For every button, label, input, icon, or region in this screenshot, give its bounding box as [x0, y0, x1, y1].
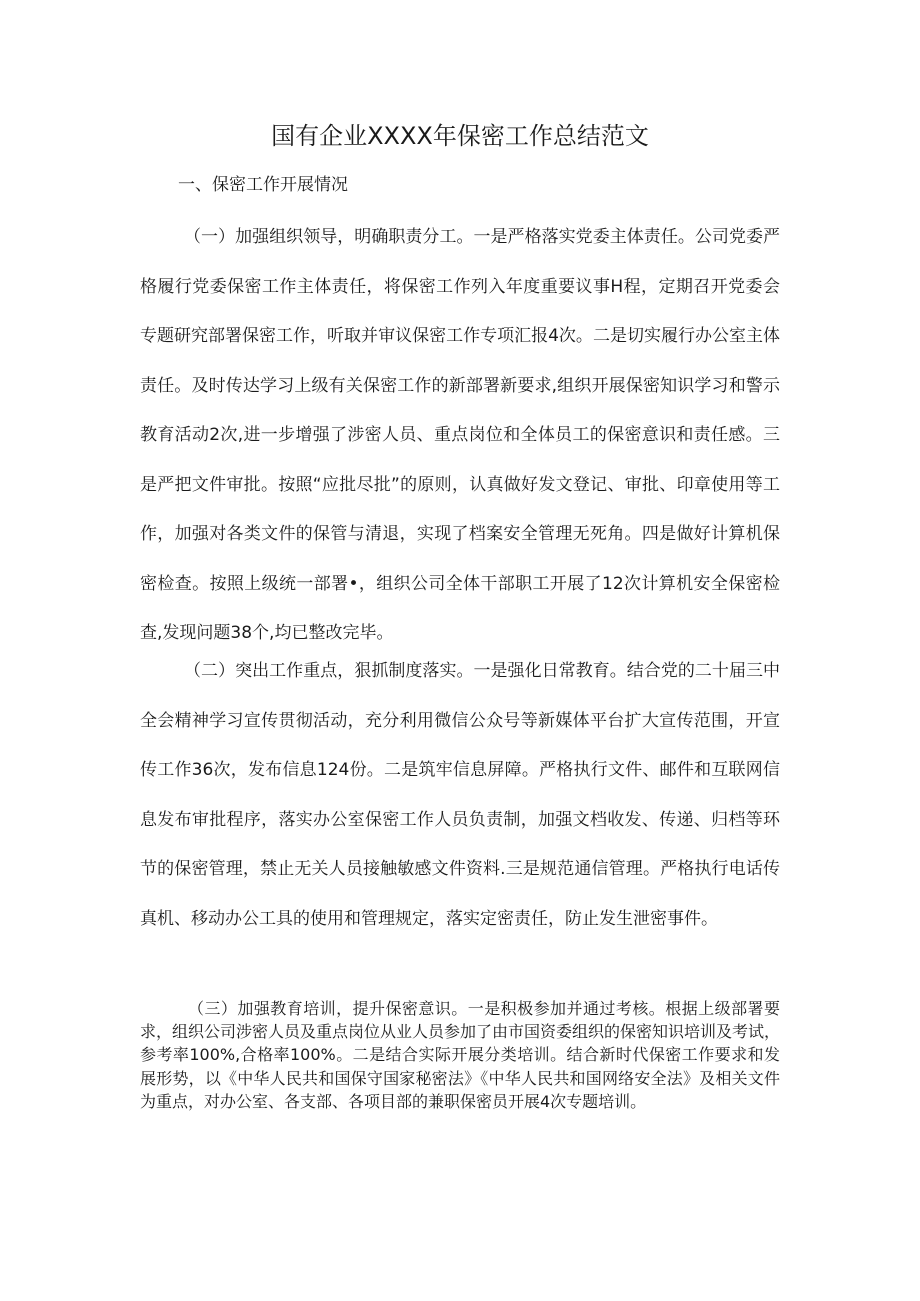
- paragraph-1: （一）加强组织领导，明确职责分工。一是严格落实党委主体责任。公司党委严格履行党委保密工作主体责任，将保密工作列入年度重要议事H程，定期召开党委会专题研究部署保密工作，听取并审议保密工作专项汇报4次。二是切实履行办公室主体责任。及时传达学习上级有关保密工作的新部署新要求,组织开展保密知识学习和警示教育活动2次,进一步增强了涉密人员、重点岗位和全体员工的保密意识和责任感。三是严把文件审批。按照“应批尽批”的原则，认真做好发文登记、审批、印章使用等工作，加强对各类文件的保管与清退，实现了档案安全管理无死角。四是做好计算机保密检查。按照上级统一部署•，组织公司全体干部职工开展了12次计算机安全保密检查,发现问题38个,均已整改完毕。: [140, 227, 780, 643]
- paragraph-3: （三）加强教育培训，提升保密意识。一是积极参加并通过考核。根据上级部署要求，组织公司涉密人员及重点岗位从业人员参加了由市国资委组织的保密知识培训及考试，参考率100%,合格率100%。二是结合实际开展分类培训。结合新时代保密工作要求和发展形势，以《中华人民共和国保守国家秘密法》《中华人民共和国网络安全法》及相关文件为重点，对办公室、各支部、各项目部的兼职保密员开展4次专题培训。: [140, 999, 781, 1111]
- section-heading: 一、保密工作开展情况: [178, 175, 348, 195]
- document-title: 国有企业XXXX年保密工作总结范文: [271, 122, 649, 150]
- paragraph-2: （二）突出工作重点，狠抓制度落实。一是强化日常教育。结合党的二十届三中全会精神学习宣传贯彻活动，充分利用微信公众号等新媒体平台扩大宣传范围，开宣传工作36次，发布信息124份。二是筑牢信息屏障。严格执行文件、邮件和互联网信息发布审批程序，落实办公室保密工作人员负责制，加强文档收发、传递、归档等环节的保密管理，禁止无关人员接触敏感文件资料.三是规范通信管理。严格执行电话传真机、移动办公工具的使用和管理规定，落实定密责任，防止发生泄密事件。: [140, 661, 780, 929]
